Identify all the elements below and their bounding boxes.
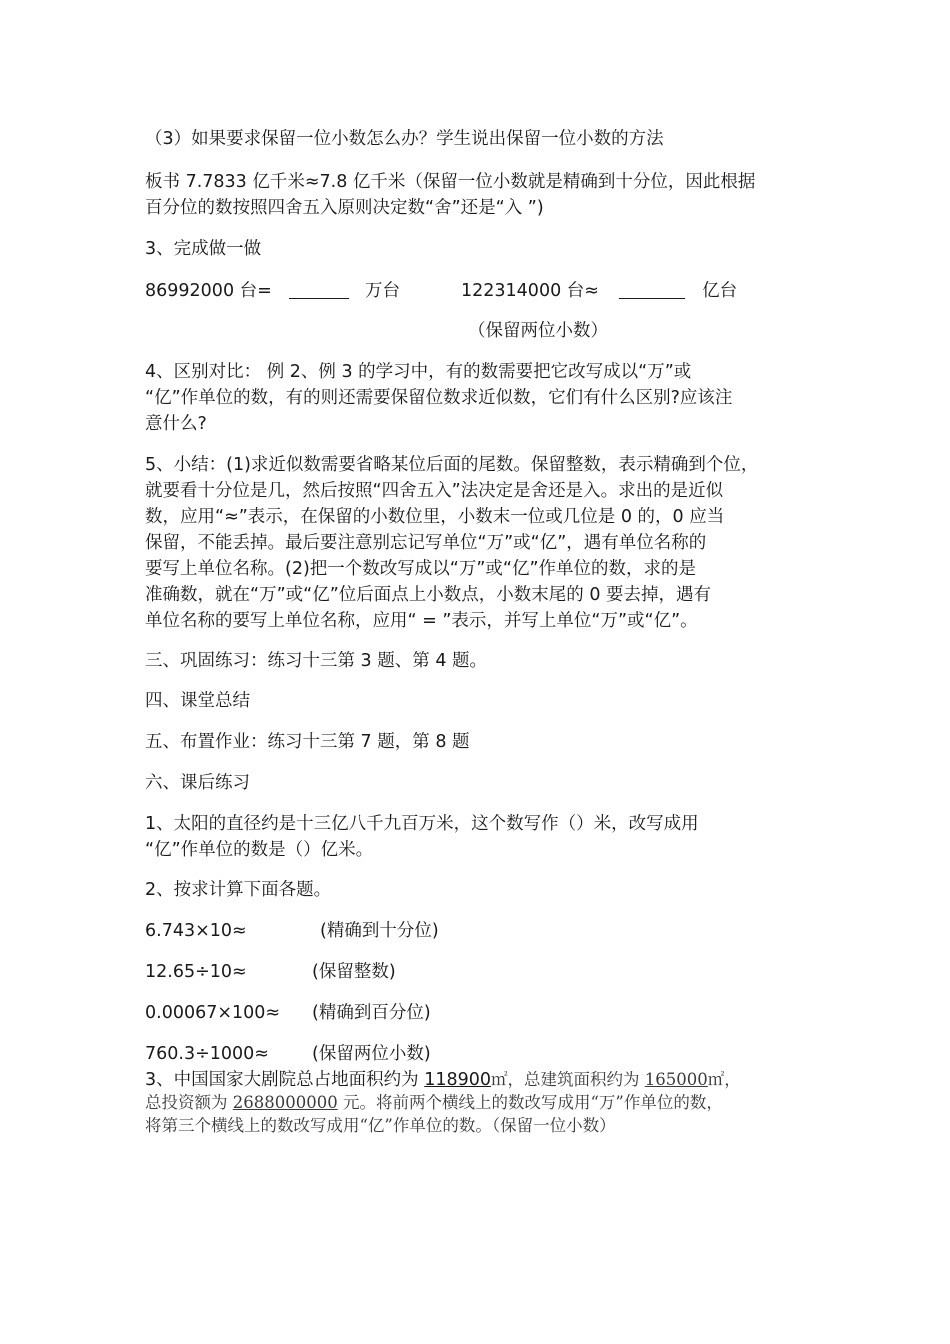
calc-requirement-4: (保留两位小数) bbox=[312, 1044, 431, 1064]
paragraph-step3-question: （3）如果要求保留一位小数怎么办？学生说出保留一位小数的方法 bbox=[145, 129, 664, 149]
question3-number-1: 118900 bbox=[424, 1070, 492, 1090]
exercise2-note: （保留两位小数） bbox=[468, 321, 608, 341]
question3-text-d: 总投资额为 bbox=[145, 1093, 233, 1112]
heading-section-5: 五、布置作业：练习十三第 7 题，第 8 题 bbox=[145, 732, 470, 752]
question1-line1: 1、太阳的直径约是十三亿八千九百万米，这个数写作（）米，改写成用 bbox=[145, 814, 699, 834]
heading-section-4: 四、课堂总结 bbox=[145, 691, 250, 711]
paragraph-compare-line2: “亿”作单位的数，有的则还需要保留位数求近似数，它们有什么区别?应该注 bbox=[145, 388, 733, 408]
heading-section-6: 六、课后练习 bbox=[145, 773, 250, 793]
exercise2-blank[interactable] bbox=[619, 280, 685, 299]
calc-expression-3: 0.00067×100≈ bbox=[145, 1003, 281, 1023]
calc-expression-2: 12.65÷10≈ bbox=[145, 962, 247, 982]
paragraph-compare-line3: 意什么? bbox=[145, 414, 207, 434]
paragraph-summary-line3: 数，应用“≈”表示，在保留的小数位里，小数末一位或几位是 0 的，0 应当 bbox=[145, 507, 725, 527]
question3-text-e: 元。将前两个横线上的数改写成用“万”作单位的数， bbox=[337, 1093, 723, 1112]
paragraph-summary-line5: 要写上单位名称。(2)把一个数改写成以“万”或“亿”作单位的数，求的是 bbox=[145, 559, 697, 579]
exercise-line bbox=[145, 278, 400, 304]
exercise1-unit: 万台 bbox=[364, 281, 400, 301]
calc-expression-1: 6.743×10≈ bbox=[145, 921, 247, 941]
exercise2-unit: 亿台 bbox=[702, 281, 738, 301]
question2: 2、按求计算下面各题。 bbox=[145, 880, 332, 900]
question3-text-a: 3、中国国家大剧院总占地面积约为 bbox=[145, 1070, 425, 1090]
exercise1-expression: 86992000 台= bbox=[145, 281, 272, 301]
paragraph-summary-line6: 准确数，就在“万”或“亿”位后面点上小数点，小数末尾的 0 要去掉，遇有 bbox=[145, 585, 712, 605]
paragraph-summary-line2: 就要看十分位是几，然后按照“四舍五入”法决定是舍还是入。求出的是近似 bbox=[145, 481, 724, 501]
question3-text-b: ㎡，总建筑面积约为 bbox=[491, 1070, 645, 1089]
paragraph-summary-line4: 保留，不能丢掉。最后要注意别忘记写单位“万”或“亿”，遇有单位名称的 bbox=[145, 533, 707, 553]
calc-requirement-2: (保留整数) bbox=[312, 962, 396, 982]
question3-number-3: 2688000000 bbox=[232, 1093, 338, 1112]
paragraph-board-line1: 板书 7.7833 亿千米≈7.8 亿千米（保留一位小数就是精确到十分位，因此根据 bbox=[145, 172, 756, 192]
calc-expression-4: 760.3÷1000≈ bbox=[145, 1044, 269, 1064]
heading-section-3: 三、巩固练习：练习十三第 3 题、第 4 题。 bbox=[145, 651, 488, 671]
calc-requirement-3: (精确到百分位) bbox=[312, 1003, 431, 1023]
question3-text-c: ㎡， bbox=[707, 1070, 741, 1089]
paragraph-board-line2: 百分位的数按照四舍五入原则决定数“舍”还是“入 ”) bbox=[145, 198, 544, 218]
calc-requirement-1: (精确到十分位) bbox=[320, 921, 439, 941]
paragraph-summary-line1: 5、小结：(1)求近似数需要省略某位后面的尾数。保留整数，表示精确到个位， bbox=[145, 455, 759, 475]
question3-line3: 将第三个横线上的数改写成用“亿”作单位的数。（保留一位小数） bbox=[145, 1116, 616, 1135]
paragraph-summary-line7: 单位名称的要写上单位名称，应用“ = ”表示，并写上单位“万”或“亿”。 bbox=[145, 611, 698, 631]
exercise2 bbox=[461, 278, 737, 304]
exercise1-blank[interactable] bbox=[289, 280, 349, 299]
question3-number-2: 165000 bbox=[644, 1070, 708, 1089]
heading-do-exercise: 3、完成做一做 bbox=[145, 239, 262, 259]
exercise2-expression: 122314000 台≈ bbox=[461, 281, 599, 301]
paragraph-compare-line1: 4、区别对比： 例 2、例 3 的学习中，有的数需要把它改写成以“万”或 bbox=[145, 362, 692, 382]
question1-line2: “亿”作单位的数是（）亿米。 bbox=[145, 840, 374, 860]
